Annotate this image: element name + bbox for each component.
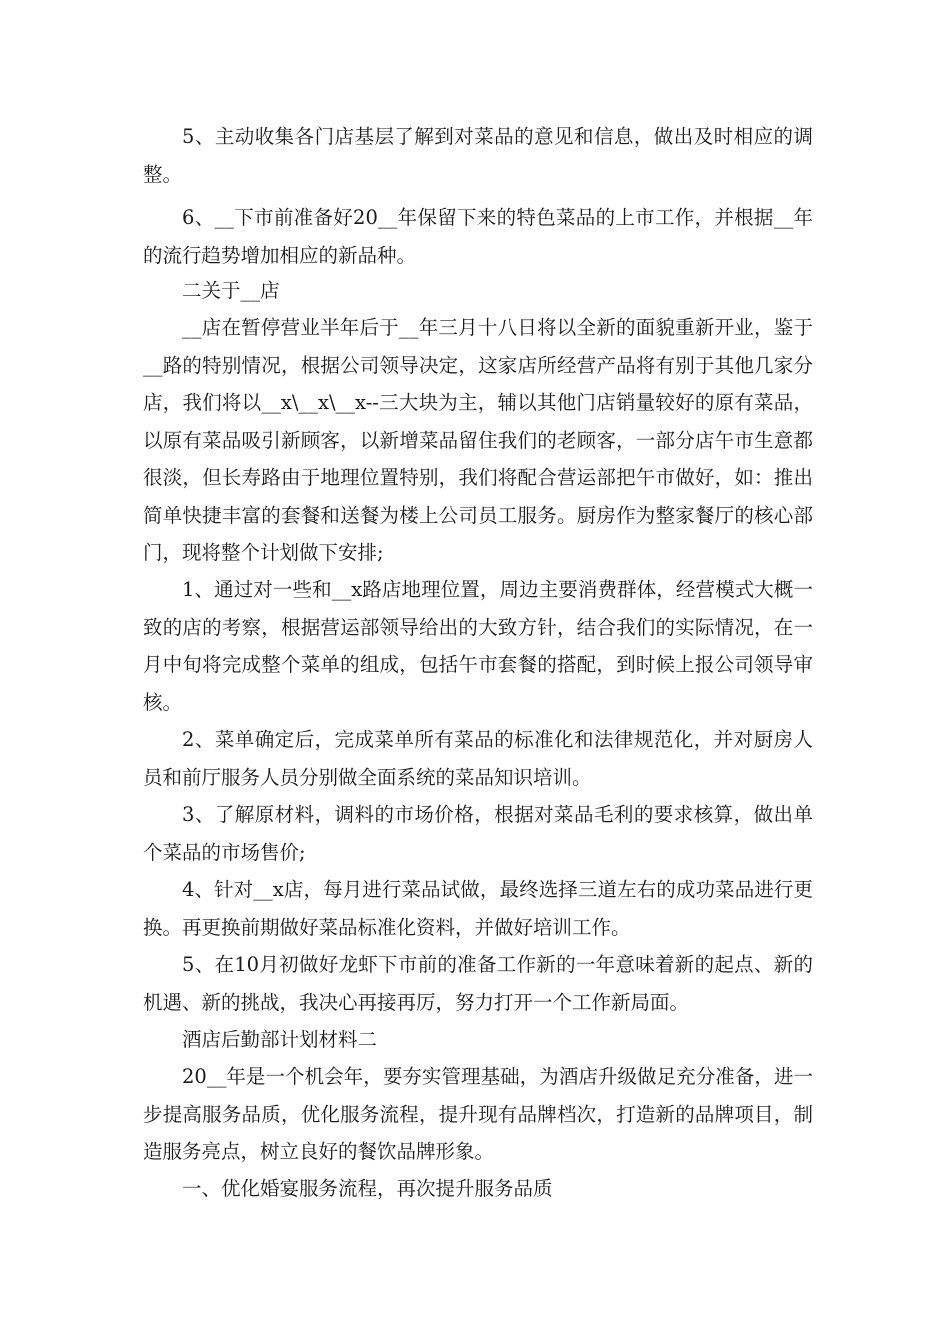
paragraph-item-3: 3、了解原材料，调料的市场价格，根据对菜品毛利的要求核算，做出单个菜品的市场售价;: [143, 803, 813, 864]
paragraph-item-2: 2、菜单确定后，完成菜单所有菜品的标准化和法律规范化，并对厨房人员和前厅服务人员分别做全面系统的菜品知识培训。: [143, 728, 813, 789]
section-heading-store: 二关于__店: [182, 279, 280, 302]
document-subtitle: 酒店后勤部计划材料二: [182, 1028, 378, 1051]
paragraph-item-1: 1、通过对一些和__x路店地理位置，周边主要消费群体，经营模式大概一致的店的考察，根据营运部领导给出的大致方针，结合我们的实际情况，在一月中旬将完成整个菜单的组成，包括午市套餐的搭配，到时候上报公司领导审核。: [143, 578, 813, 714]
paragraph-opportunity-year: 20__年是一个机会年，要夯实管理基础，为酒店升级做足充分准备，进一步提高服务品质，优化服务流程，提升现有品牌档次，打造新的品牌项目，制造服务亮点，树立良好的餐饮品牌形象。: [143, 1065, 813, 1163]
section-heading-wedding-service: 一、优化婚宴服务流程，再次提升服务品质: [182, 1177, 553, 1200]
paragraph-item-4: 4、针对__x店，每月进行菜品试做，最终选择三道左右的成功菜品进行更换。再更换前期做好菜品标准化资料，并做好培训工作。: [143, 878, 813, 939]
paragraph-store-reopening: __店在暂停营业半年后于__年三月十八日将以全新的面貌重新开业，鉴于__路的特别情况，根据公司领导决定，这家店所经营产品将有别于其他几家分店，我们将以__x\__x\__x--三大块为主，辅以其他门店销量较好的原有菜品，以原有菜品吸引新顾客，以新增菜品留住我们的老顾客，一部分店午市生意都很淡，但长寿路由于地理位置特别，我们将配合营运部把午市做好，如：推出简单快捷丰富的套餐和送餐为楼上公司员工服务。厨房作为整家餐厅的核心部门，现将整个计划做下安排;: [143, 316, 813, 564]
paragraph-item-5: 5、在10月初做好龙虾下市前的准备工作新的一年意味着新的起点、新的机遇、新的挑战，我决心再接再厉，努力打开一个工作新局面。: [143, 953, 813, 1014]
paragraph-collect-feedback: 5、主动收集各门店基层了解到对菜品的意见和信息，做出及时相应的调整。: [143, 125, 813, 186]
paragraph-prepare-special-dishes: 6、__下市前准备好20__年保留下来的特色菜品的上市工作，并根据__年的流行趋势增加相应的新品种。: [143, 206, 813, 267]
